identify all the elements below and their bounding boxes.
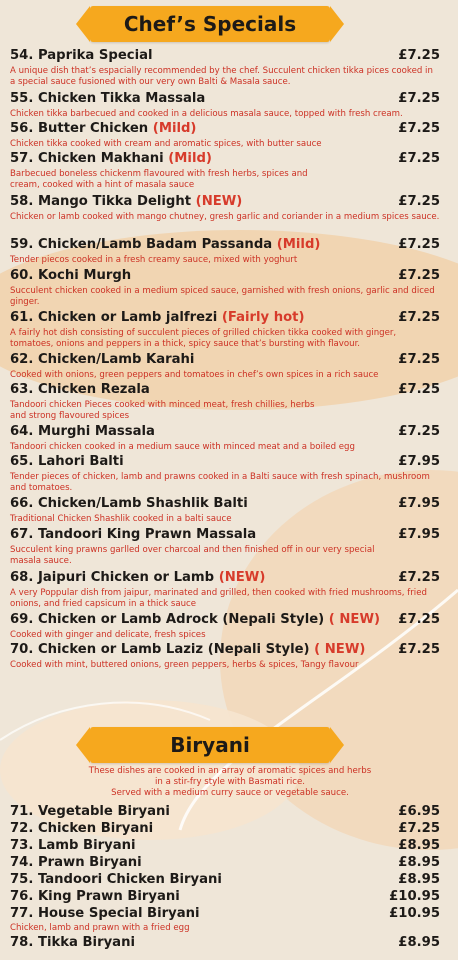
item-name: 67. Tandoori King Prawn Massala: [10, 527, 257, 542]
item-description: Cooked with onions, green peppers and tomatoes in chef’s own spices in a rich sauce: [10, 370, 379, 380]
item-name: 69. Chicken or Lamb Adrock (Nepali Style) ( NEW): [10, 612, 381, 627]
item-name: 72. Chicken Biryani: [10, 821, 154, 836]
item-price: £7.25: [398, 121, 440, 136]
menu-item: [10, 570, 440, 609]
item-price: £7.25: [398, 237, 440, 252]
item-description: Barbecued boneless chickenm flavoured with fresh herbs, spices and cream, cooked with a hint of masala sauce: [10, 169, 308, 190]
item-price: £8.95: [398, 855, 440, 870]
item-description: Cooked with ginger and delicate, fresh spices: [10, 630, 206, 640]
menu-item: [10, 889, 440, 907]
item-name: 75. Tandoori Chicken Biryani: [10, 872, 222, 887]
item-description: Chicken or lamb cooked with mango chutney, gresh garlic and coriander in a medium spices sauce.: [10, 212, 440, 222]
item-tag: ( NEW): [328, 612, 381, 627]
item-price: £7.25: [398, 310, 440, 325]
item-description: A fairly hot dish consisting of succulent pieces of grilled chicken tikka cooked with ginger, tomatoes, onions and peppers in a thick, spicy sauce that’s bursting with flavour.: [10, 328, 397, 349]
item-price: £7.25: [398, 268, 440, 283]
menu-item: [10, 906, 440, 936]
item-name: 61. Chicken or Lamb jalfrezi (Fairly hot): [10, 310, 305, 325]
item-description: A unique dish that’s espacially recommended by the chef. Succulent chicken tikka pices cooked in a special sauce fusioned with our very own Balti & Masala sauce.: [10, 66, 433, 87]
item-tag: (NEW): [195, 194, 243, 209]
item-price: £7.25: [398, 352, 440, 367]
item-price: £7.95: [398, 496, 440, 511]
menu-item: [10, 855, 440, 873]
item-name: 64. Murghi Massala: [10, 424, 155, 439]
item-price: £10.95: [389, 889, 440, 904]
item-name: 56. Butter Chicken (Mild): [10, 121, 197, 136]
item-tag: (Fairly hot): [221, 310, 305, 325]
item-price: £7.25: [398, 48, 440, 63]
item-description: Tandoori chicken Pieces cooked with minced meat, fresh chillies, herbs and strong flavoured spices: [10, 400, 315, 421]
item-price: £7.25: [398, 642, 440, 657]
item-price: £7.25: [398, 570, 440, 585]
item-name: 65. Lahori Balti: [10, 454, 124, 469]
item-name: 59. Chicken/Lamb Badam Passanda (Mild): [10, 237, 321, 252]
menu-item: [10, 804, 440, 822]
item-price: £8.95: [398, 838, 440, 853]
item-price: £8.95: [398, 935, 440, 950]
item-description: Chicken tikka barbecued and cooked in a delicious masala sauce, topped with fresh cream.: [10, 109, 403, 119]
item-description: Traditional Chicken Shashlik cooked in a balti sauce: [10, 514, 232, 524]
item-name: 74. Prawn Biryani: [10, 855, 142, 870]
item-price: £8.95: [398, 872, 440, 887]
item-description: Cooked with mint, buttered onions, green peppers, herbs & spices, Tangy flavour: [10, 660, 359, 670]
section-title: Chef’s Specials: [123, 12, 297, 36]
menu-item: [10, 496, 440, 525]
item-price: £7.25: [398, 194, 440, 209]
menu-item: [10, 454, 440, 493]
item-tag: (Mild): [276, 237, 321, 252]
menu-item: [10, 612, 440, 641]
menu-item: [10, 237, 440, 266]
item-name: 73. Lamb Biryani: [10, 838, 136, 853]
item-name: 77. House Special Biryani: [10, 906, 200, 921]
item-tag: (NEW): [218, 570, 266, 585]
menu-item: [10, 91, 440, 120]
item-tag: ( NEW): [314, 642, 366, 657]
item-price: £7.25: [398, 151, 440, 166]
menu-item: [10, 424, 440, 453]
menu-item: [10, 527, 440, 566]
item-name: 68. Jaipuri Chicken or Lamb (NEW): [10, 570, 266, 585]
item-description: Tender pieces of chicken, lamb and prawns cooked in a Balti sauce with fresh spinach, mushroom and tomatoes.: [10, 472, 430, 493]
item-name: 78. Tikka Biryani: [10, 935, 135, 950]
menu-item: [10, 821, 440, 839]
biryani-banner: [90, 727, 330, 763]
item-name: 60. Kochi Murgh: [10, 268, 132, 283]
item-price: £7.95: [398, 527, 440, 542]
item-name: 70. Chicken or Lamb Laziz (Nepali Style) ( NEW): [10, 642, 366, 657]
item-price: £7.25: [398, 424, 440, 439]
item-name: 63. Chicken Rezala: [10, 382, 150, 397]
menu-item: [10, 151, 440, 190]
item-name: 57. Chicken Makhani (Mild): [10, 151, 212, 166]
item-name: 54. Paprika Special: [10, 48, 153, 63]
item-price: £7.25: [398, 821, 440, 836]
item-price: £7.95: [398, 454, 440, 469]
item-description: Chicken, lamb and prawn with a fried egg: [10, 923, 190, 933]
menu-item: [10, 838, 440, 856]
item-name: 76. King Prawn Biryani: [10, 889, 180, 904]
menu-item: [10, 352, 440, 381]
menu-item: [10, 872, 440, 890]
item-name: 55. Chicken Tikka Massala: [10, 91, 206, 106]
item-description: Succulent chicken cooked in a medium spiced sauce, garnished with fresh onions, garlic and diced ginger.: [10, 286, 435, 307]
item-description: Chicken tikka cooked with cream and aromatic spices, with butter sauce: [10, 139, 322, 149]
menu-item: [10, 48, 440, 87]
item-name: 58. Mango Tikka Delight (NEW): [10, 194, 243, 209]
item-price: £7.25: [398, 91, 440, 106]
menu-item: [10, 121, 440, 150]
menu-item: [10, 310, 440, 349]
item-description: Tandoori chicken cooked in a medium sauce with minced meat and a boiled egg: [10, 442, 355, 452]
item-price: £10.95: [389, 906, 440, 921]
item-description: Tender piecos cooked in a fresh creamy sauce, mixed with yoghurt: [10, 255, 298, 265]
item-price: £7.25: [398, 612, 440, 627]
item-description: Succulent king prawns garlled over charcoal and then finished off in our very special masala sauce.: [10, 545, 375, 566]
menu-item: [10, 642, 440, 671]
item-price: £7.25: [398, 382, 440, 397]
menu-item: [10, 382, 440, 421]
item-name: 71. Vegetable Biryani: [10, 804, 170, 819]
menu-item: [10, 935, 440, 953]
biryani-intro: These dishes are cooked in an array of aromatic spices and herbs in a stir-fry style with Basmati rice. Served with a medium curry sauce or vegetable sauce.: [88, 766, 372, 798]
item-name: 66. Chicken/Lamb Shashlik Balti: [10, 496, 248, 511]
item-tag: (Mild): [168, 151, 212, 166]
section-title: Biryani: [170, 733, 250, 757]
item-tag: (Mild): [152, 121, 197, 136]
menu-item: [10, 268, 440, 307]
menu-item: [10, 194, 440, 223]
chefs-specials-banner: [90, 6, 330, 42]
item-name: 62. Chicken/Lamb Karahi: [10, 352, 195, 367]
item-description: A very Poppular dish from jaipur, marinated and grilled, then cooked with fried mushrooms, fried onions, and fried capsicum in a thick sauce: [10, 588, 427, 609]
item-price: £6.95: [398, 804, 440, 819]
